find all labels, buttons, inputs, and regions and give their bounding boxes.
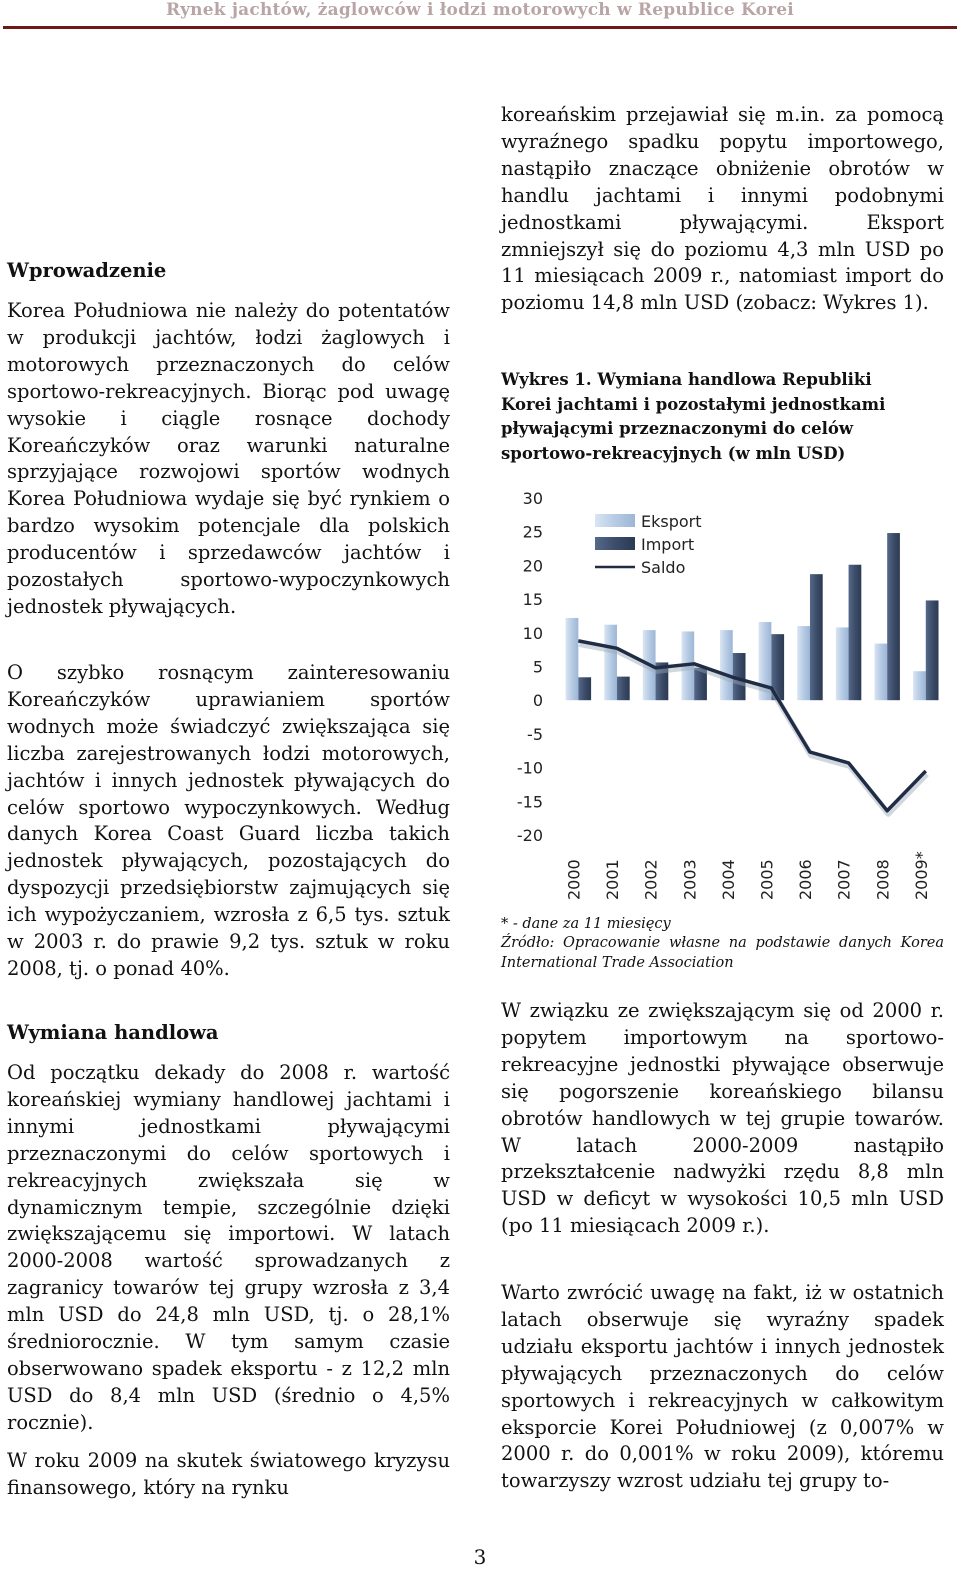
bar-import <box>849 565 862 700</box>
intro-paragraph-2: O szybko rosnącym zainteresowaniu Koreańczyków uprawianiem sportów wodnych może świadczyć zwiększająca się liczba zarejestrowanych łodzi motorowych, jachtów i innych jednostek pływających do celów sportowo wypoczynkowych. Według danych Korea Coast Guard liczba takich jednostek pływających, pozostających do dyspozycji przedsiębiorstw zajmujących się ich wypożyczaniem, wzrosła z 6,5 tys. sztuk w 2003 r. do prawie 9,2 tys. sztuk w roku 2008, tj. o ponad 40%. <box>7 661 450 980</box>
legend-label-eksport: Eksport <box>641 512 702 531</box>
y-tick-label: 30 <box>522 489 543 508</box>
chart-caption: Wykres 1. Wymiana handlowa Republiki Korei jachtami i pozostałymi jednostkami pływającymi przeznaczonymi do celów sportowo-rekreacyjnych (w mln USD) <box>501 370 886 463</box>
y-tick-label: 5 <box>532 657 543 677</box>
bar-eksport <box>874 644 887 701</box>
bar-eksport <box>604 625 617 700</box>
trade-heading: Wymiana handlowa <box>7 1021 219 1044</box>
page-header <box>0 0 960 32</box>
y-tick-label: -5 <box>527 724 543 744</box>
trade-chart <box>501 488 951 908</box>
saldo-line <box>578 641 925 811</box>
trade-paragraph-1: Od początku dekady do 2008 r. wartość koreańskiej wymiany handlowej jachtami i innymi jednostkami pływającymi przeznaczonymi do celów sportowych i rekreacyjnych zwiększała się w dynamicznym tempie, szczególnie dzięki zwiększającemu się importowi. W latach 2000-2008 wartość sprowadzanych z zagranicy towarów tej grupy wzrosła z 3,4 mln USD do 24,8 mln USD, tj. o 28,1% średniorocznie. W tym samym czasie obserwowano spadek eksportu - z 12,2 mln USD do 8,4 mln USD (średnio o 4,5% rocznie). <box>7 1061 450 1434</box>
y-tick-label: 20 <box>522 556 543 576</box>
running-title: Rynek jachtów, żaglowców i łodzi motorowych w Republice Korei <box>166 0 794 20</box>
x-tick-label: 2009* <box>911 851 931 900</box>
x-tick-label: 2001 <box>603 859 623 900</box>
bar-eksport <box>720 630 733 700</box>
legend-swatch-import <box>595 537 635 550</box>
continued-paragraph: koreańskim przejawiał się m.in. za pomocą wyraźnego spadku popytu importowego, nastąpiło znaczące obniżenie obrotów w handlu jachtami i innymi podobnymi jednostkami pływającymi. Eksport zmniejszył się do poziomu 4,3 mln USD po 11 miesiącach 2009 r., natomiast import do poziomu 14,8 mln USD (zobacz: Wykres 1). <box>501 103 944 315</box>
y-tick-label: 25 <box>522 522 543 542</box>
legend-swatch-eksport <box>595 514 635 527</box>
page-number: 3 <box>473 1545 487 1569</box>
y-tick-label: 10 <box>522 623 543 643</box>
legend-label-import: Import <box>641 535 695 554</box>
x-tick-label: 2004 <box>718 859 738 900</box>
x-tick-label: 2003 <box>680 859 700 900</box>
paragraph-after-chart-2: Warto zwrócić uwagę na fakt, iż w ostatnich latach obserwuje się wyraźny spadek udziału eksportu jachtów i innych jednostek pływających przeznaczonych do celów sportowych i rekreacyjnych w całkowitym eksporcie Korei Południowej (z 0,007% w 2000 r. do 0,001% w roku 2009), któremu towarzyszy wzrost udziału tej grupy to- <box>501 1281 944 1493</box>
x-tick-label: 2006 <box>796 859 816 900</box>
bar-import <box>578 677 591 700</box>
chart-footnote: * - dane za 11 miesięcy <box>501 916 671 932</box>
trade-paragraph-2: W roku 2009 na skutek światowego kryzysu finansowego, który na rynku <box>7 1449 450 1499</box>
bar-eksport <box>836 627 849 700</box>
bar-import <box>926 600 939 700</box>
legend-label-saldo: Saldo <box>641 558 686 577</box>
bar-import <box>810 574 823 700</box>
header-rule <box>3 26 957 29</box>
y-tick-label: -10 <box>516 758 543 778</box>
intro-heading: Wprowadzenie <box>7 259 167 282</box>
chart-source: Źródło: Opracowanie własne na podstawie danych Korea International Trade Association <box>501 935 944 971</box>
x-tick-label: 2000 <box>564 859 584 900</box>
y-tick-label: 15 <box>522 590 543 610</box>
y-tick-label: -20 <box>516 826 543 845</box>
y-tick-label: 0 <box>532 691 543 711</box>
bar-eksport <box>913 671 926 700</box>
bar-import <box>887 533 900 700</box>
bar-eksport <box>566 618 579 700</box>
x-tick-label: 2005 <box>757 859 777 900</box>
x-tick-label: 2008 <box>873 859 893 900</box>
paragraph-after-chart-1: W związku ze zwiększającym się od 2000 r. popytem importowym na sportowo-rekreacyjne jednostki pływające obserwuje się pogorszenie koreańskiego bilansu obrotów handlowych w tej grupie towarów. W latach 2000-2009 nastąpiło przekształcenie nadwyżki rzędu 8,8 mln USD w deficyt w wysokości 10,5 mln USD (po 11 miesiącach 2009 r.). <box>501 999 944 1238</box>
y-tick-label: -15 <box>516 792 543 812</box>
intro-paragraph-1: Korea Południowa nie należy do potentatów w produkcji jachtów, łodzi żaglowych i motorowych przeznaczonych do celów sportowo-rekreacyjnych. Biorąc pod uwagę wysokie i ciągle rosnące dochody Koreańczyków oraz warunki naturalne sprzyjające rozwojowi sportów wodnych Korea Południowa wydaje się być rynkiem o bardzo wysokim potencjale dla polskich producentów i sprzedawców jachtów i pozostałych sportowo-wypoczynkowych jednostek pływających. <box>7 299 450 618</box>
x-tick-label: 2007 <box>834 859 854 900</box>
bar-import <box>617 677 630 701</box>
x-tick-label: 2002 <box>641 859 661 900</box>
bar-eksport <box>797 626 810 700</box>
